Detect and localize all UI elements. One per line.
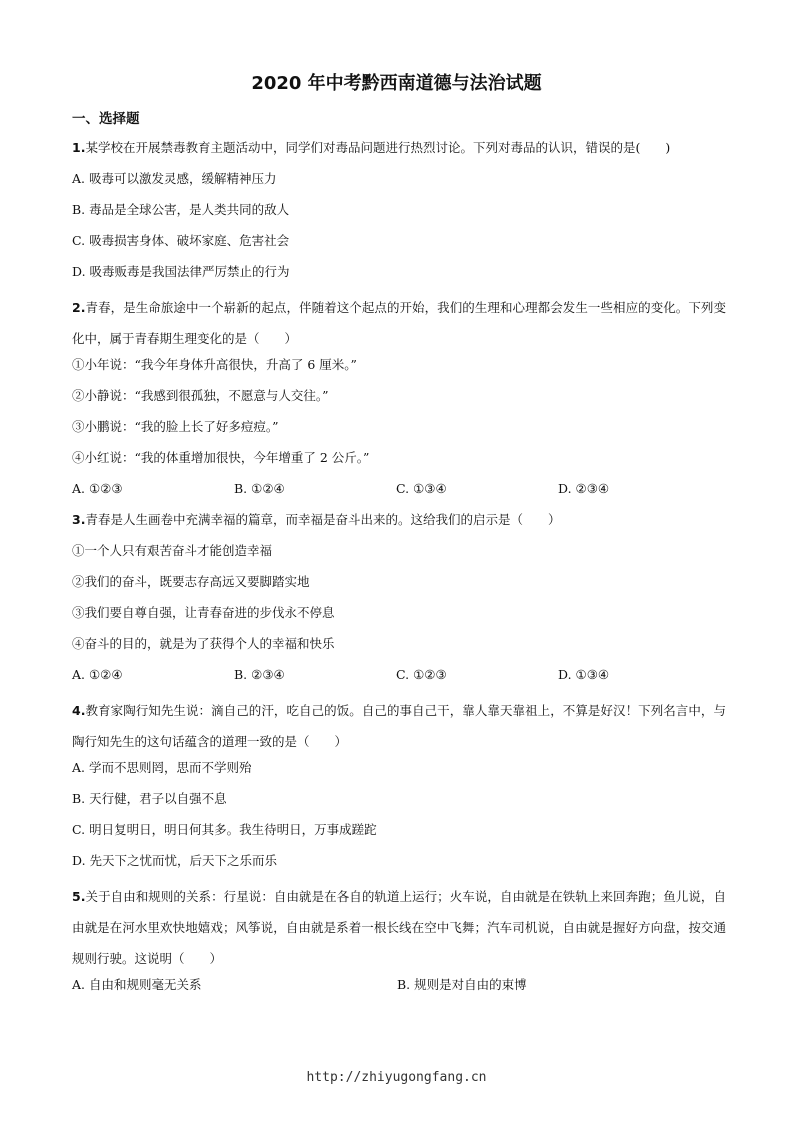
footer-url: http://zhiyugongfang.cn [306,1070,487,1085]
question-3-option-d: D. ①③④ [558,667,610,682]
question-2-options [72,478,726,509]
question-1-option-a: A. 吸毒可以激发灵感，缓解精神压力 [72,171,277,186]
question-3-option-c: C. ①②③ [396,667,447,682]
question-3-text: 青春是人生画卷中充满幸福的篇章，而幸福是奋斗出来的。这给我们的启示是（ ） [85,512,561,527]
question-1-number: 1. [72,140,86,155]
question-5-option-b: B. 规则是对自由的束博 [397,977,527,992]
question-2-number: 2. [72,300,86,315]
question-4-text: 教育家陶行知先生说：滴自己的汗，吃自己的饭。自己的事自己干，靠人靠天靠祖上，不算是好汉！下列名言中，与陶行知先生的这句话蕴含的道理一致的是（ ） [72,703,726,749]
question-4-option-d: D. 先天下之忧而忧，后天下之乐而乐 [72,853,278,868]
question-3-options [72,664,726,695]
question-1-text: 某学校在开展禁毒教育主题活动中，同学们对毒品问题进行热烈讨论。下列对毒品的认识，错误的是( ) [85,140,671,155]
question-1-option-b: B. 毒品是全球公害，是人类共同的敌人 [72,202,290,217]
question-2-option-d: D. ②③④ [558,481,610,496]
question-3-item-2: ②我们的奋斗，既要志存高远又要脚踏实地 [72,574,310,589]
document-title: 2020 年中考黔西南道德与法治试题 [251,73,542,94]
question-2-item-3: ③小鹏说：“我的脸上长了好多痘痘。” [72,419,279,434]
question-1-stem [72,137,726,168]
question-3-stem [72,509,726,540]
question-1-option-d: D. 吸毒贩毒是我国法律严厉禁止的行为 [72,264,290,279]
question-4-stem [72,695,726,757]
question-2-item-1: ①小年说：“我今年身体升高很快，升高了 6 厘米。” [72,357,357,372]
question-list [72,137,726,1005]
question-4-option-a: A. 学而不思则罔，思而不学则殆 [72,760,252,775]
question-5-stem [72,881,726,974]
question-4-number: 4. [72,703,86,718]
question-2-text: 青春，是生命旅途中一个崭新的起点，伴随着这个起点的开始，我们的生理和心理都会发生一些相应的变化。下列变化中，属于青春期生理变化的是（ ） [72,300,726,346]
question-4-option-b: B. 天行健，君子以自强不息 [72,791,227,806]
question-2-item-2: ②小静说：“我感到很孤独，不愿意与人交往。” [72,388,329,403]
question-5-number: 5. [72,889,86,904]
question-2-option-b: B. ①②④ [234,481,285,496]
question-5-option-a: A. 自由和规则毫无关系 [72,977,202,992]
question-3-item-1: ①一个人只有艰苦奋斗才能创造幸福 [72,543,273,558]
question-2-option-a: A. ①②③ [72,481,123,496]
question-2-option-c: C. ①③④ [396,481,447,496]
question-5-text: 关于自由和规则的关系：行星说：自由就是在各自的轨道上运行；火车说，自由就是在铁轨上来回奔跑；鱼儿说，自由就是在河水里欢快地嬉戏；风筝说，自由就是系着一根长线在空中飞舞；汽车司机说，自由就是握好方向盘，按交通规则行驶。这说明（ ） [72,889,726,966]
question-3-item-4: ④奋斗的目的，就是为了获得个人的幸福和快乐 [72,636,335,651]
question-3-option-b: B. ②③④ [234,667,285,682]
question-4-option-c: C. 明日复明日，明日何其多。我生待明日，万事成蹉跎 [72,822,377,837]
question-2-stem [72,292,726,354]
question-3-number: 3. [72,512,86,527]
section-heading: 一、选择题 [72,111,140,127]
question-1-option-c: C. 吸毒损害身体、破坏家庭、危害社会 [72,233,290,248]
question-2-item-4: ④小红说：“我的体重增加很快，今年增重了 2 公斤。” [72,450,370,465]
question-3-item-3: ③我们要自尊自强，让青春奋进的步伐永不停息 [72,605,335,620]
question-3-option-a: A. ①②④ [72,667,123,682]
question-5-options [72,974,726,1005]
